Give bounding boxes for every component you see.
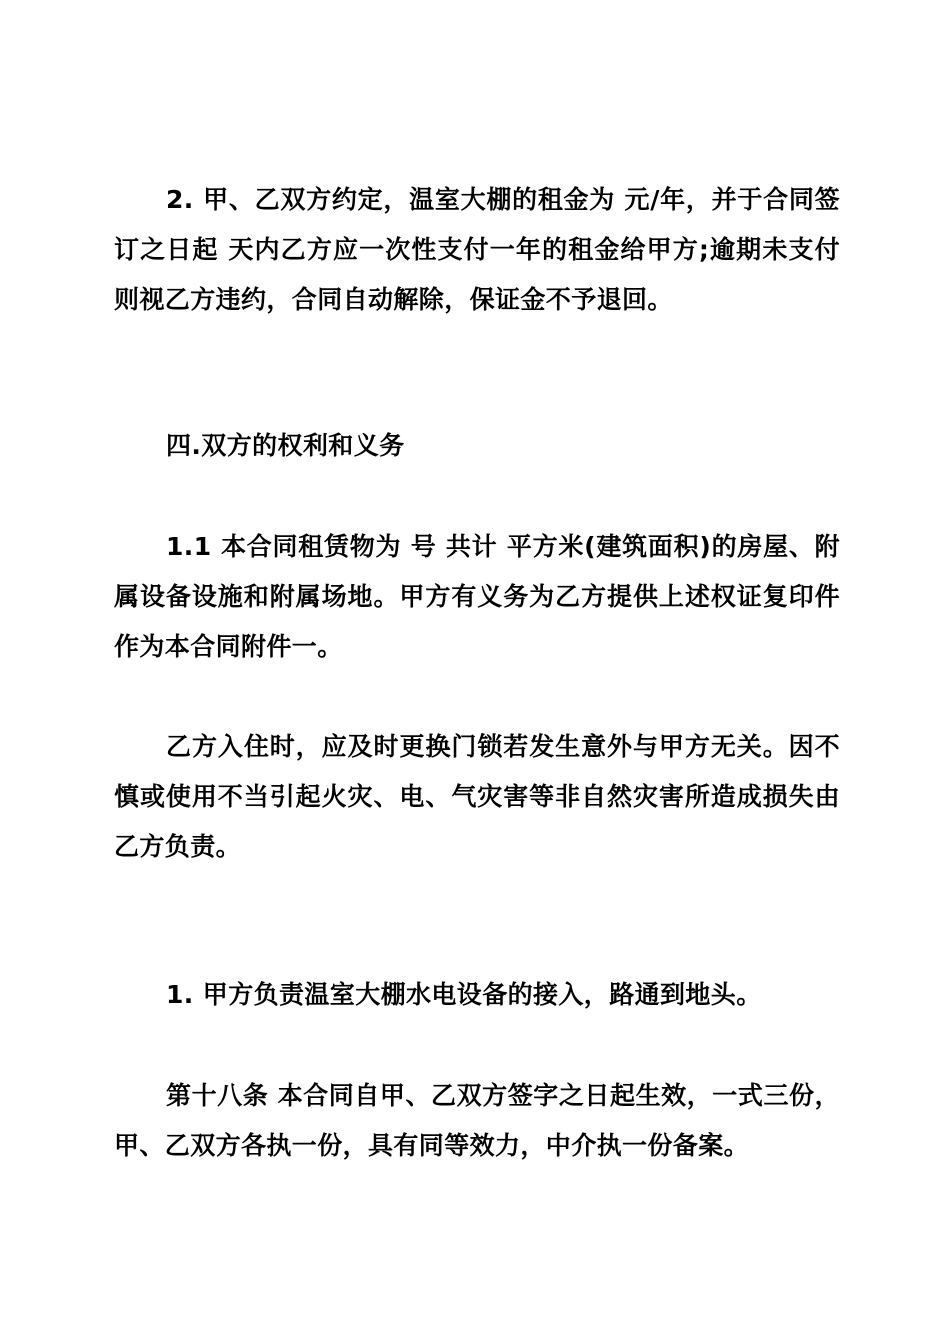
paragraph-rent-terms: 2. 甲、乙双方约定，温室大棚的租金为 元/年，并于合同签订之日起 天内乙方应一次性支付一年的租金给甲方;逾期未支付则视乙方违约，合同自动解除，保证金不予退回。 [114,185,840,314]
paragraph-leased-property: 1.1 本合同租赁物为 号 共计 平方米(建筑面积)的房屋、附属设备设施和附属场地。甲方有义务为乙方提供上述权证复印件作为本合同附件一。 [114,532,840,661]
paragraph-tenant-liability: 乙方入住时，应及时更换门锁若发生意外与甲方无关。因不慎或使用不当引起火灾、电、气灾害等非自然灾害所造成损失由乙方负责。 [114,732,840,861]
section-heading-rights-obligations: 四.双方的权利和义务 [166,431,405,460]
paragraph-article-18: 第十八条 本合同自甲、乙双方签字之日起生效，一式三份，甲、乙双方各执一份，具有同等效力，中介执一份备案。 [114,1081,840,1160]
paragraph-utilities: 1. 甲方负责温室大棚水电设备的接入，路通到地头。 [166,980,762,1009]
